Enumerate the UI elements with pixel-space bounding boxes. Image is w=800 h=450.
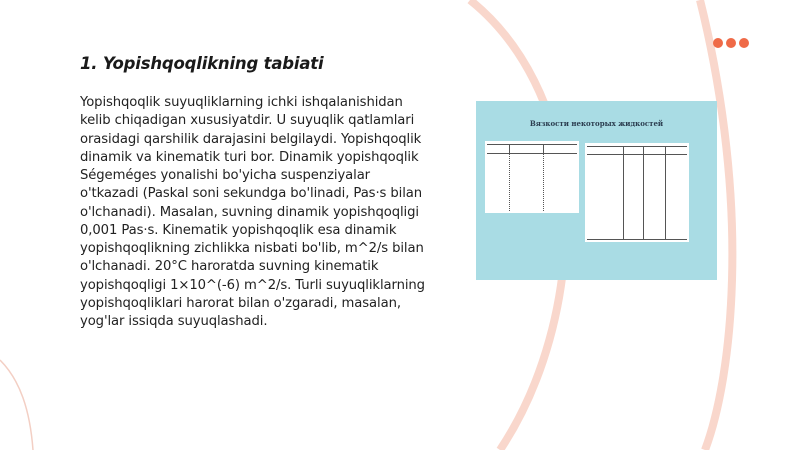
dot-1 (713, 38, 723, 48)
left-table-image (485, 141, 579, 213)
three-dots-icon (713, 38, 749, 48)
dot-3 (739, 38, 749, 48)
figure-title: Вязкости некоторых жидкостей (529, 119, 664, 128)
slide-title: 1. Yopishqoqlikning tabiati (80, 54, 324, 73)
dot-2 (726, 38, 736, 48)
slide-body-text: Yopishqoqlik suyuqliklarning ichki ishqalanishidan kelib chiqadigan xususiyatdir. U suyuqlik qatlamlari orasidagi qarshilik darajasini belgilaydi. Yopishqoqlik dinamik va kinematik turi bor. Dinamik yopishqoqlik Ségeméges yonalishi bo'yicha suspenziyalar o'tkazadi (Paskal soni sekundga bo'linadi, Pas·s bilan o'lchanadi). Masalan, suvning dinamik yopishqoqligi 0,001 Pas·s. Kinematik yopishqoqlik esa dinamik yopishqoqlikning zichlikka nisbati bo'lib, m^2/s bilan o'lchanadi. 20°C haroratda suvning kinematik yopishqoqligi 1×10^(-6) m^2/s. Turli suyuqliklarning yopishqoqliklari harorat bilan o'zgaradi, masalan, yog'lar issiqda suyuqlashadi. (80, 95, 425, 329)
viscosity-table-image (476, 101, 717, 280)
right-table-image (585, 143, 689, 242)
